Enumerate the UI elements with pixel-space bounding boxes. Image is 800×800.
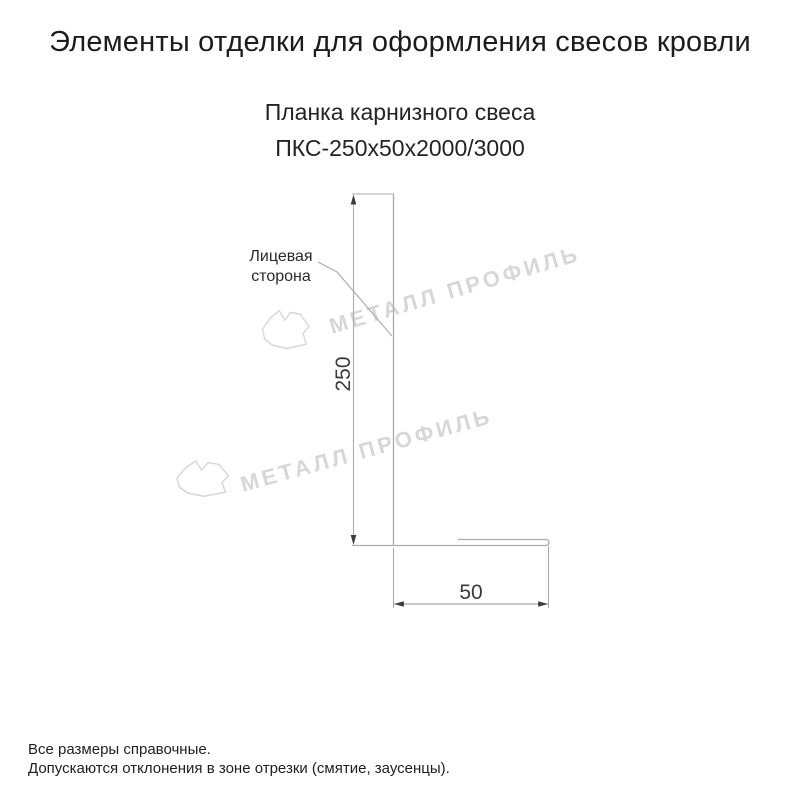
watermark-text: МЕТАЛЛ ПРОФИЛЬ xyxy=(326,240,584,339)
page-title: Элементы отделки для оформления свесов кровли xyxy=(49,26,751,58)
face-side-label xyxy=(240,247,322,287)
dim-width xyxy=(394,546,549,608)
dim-height xyxy=(332,195,356,546)
footnote-line1: Все размеры справочные. xyxy=(28,741,211,758)
arrow-up-icon xyxy=(351,195,357,205)
footnotes xyxy=(28,740,450,778)
profile-outline xyxy=(352,194,549,546)
face-side-label-line1: Лицевая xyxy=(249,248,313,265)
footnote-line2: Допускаются отклонения в зоне отрезки (смятие, заусенцы). xyxy=(28,760,450,777)
face-side-label-line2: сторона xyxy=(251,268,311,285)
metall-profil-logo-icon xyxy=(177,461,229,496)
product-subtitle: Планка карнизного свеса xyxy=(264,99,536,125)
arrow-left-icon xyxy=(394,601,404,607)
dim-width-value: 50 xyxy=(459,581,483,604)
arrow-down-icon xyxy=(351,535,357,545)
arrow-right-icon xyxy=(538,601,548,607)
watermark-lower xyxy=(177,403,495,497)
product-model-number: ПКС-250х50х2000/3000 xyxy=(275,135,525,161)
metall-profil-logo-icon xyxy=(262,311,309,349)
watermark-text: МЕТАЛЛ ПРОФИЛЬ xyxy=(237,403,496,497)
dim-height-value: 250 xyxy=(332,356,355,392)
